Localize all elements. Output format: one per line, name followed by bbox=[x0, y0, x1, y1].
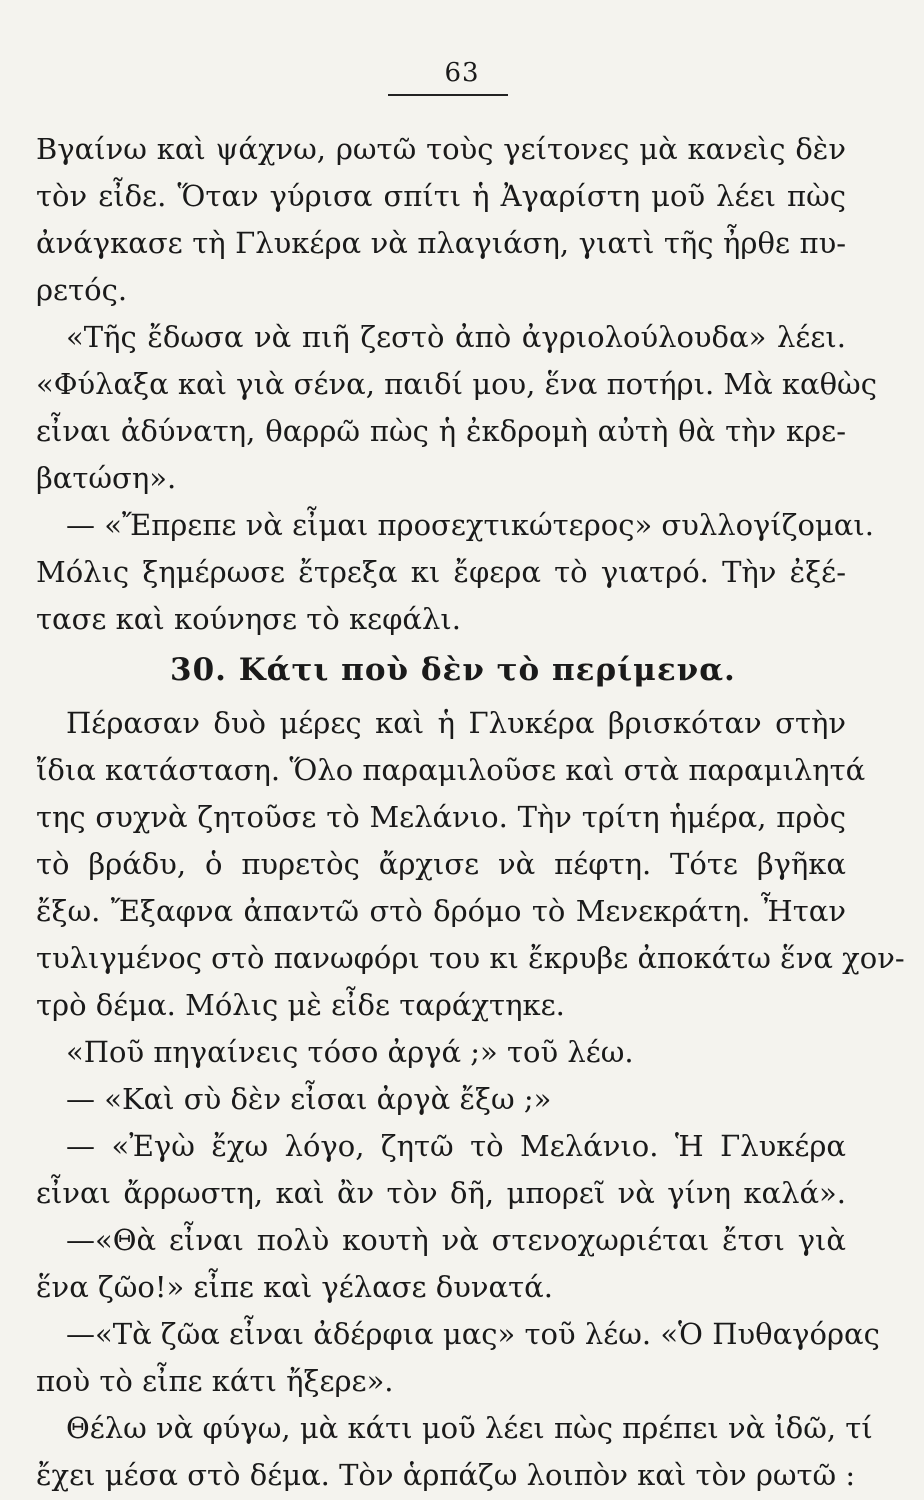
text-line: — «Καὶ σὺ δὲν εἶσαι ἀργὰ ἔξω ;» bbox=[66, 1082, 552, 1116]
text-line: τὸ βράδυ, ὁ πυρετὸς ἄρχισε νὰ πέφτη. Τότε βγῆκα bbox=[36, 847, 846, 881]
text-line: τὸν εἶδε. Ὅταν γύρισα σπίτι ἡ Ἀγαρίστη μοῦ λέει πὼς bbox=[36, 179, 846, 213]
text-line: ἔξω. Ἔξαφνα ἀπαντῶ στὸ δρόμο τὸ Μενεκράτη. Ἦταν bbox=[36, 894, 846, 928]
text-line: εἶναι ἄρρωστη, καὶ ἂν τὸν δῆ, μπορεῖ νὰ γίνη καλά». bbox=[36, 1176, 846, 1210]
text-line: —«Θὰ εἶναι πολὺ κουτὴ νὰ στενοχωριέται ἔτσι γιὰ bbox=[66, 1223, 846, 1257]
text-line: «Φύλαξα καὶ γιὰ σένα, παιδί μου, ἕνα ποτήρι. Μὰ καθὼς bbox=[36, 367, 877, 401]
text-line: ἴδια κατάσταση. Ὅλο παραμιλοῦσε καὶ στὰ παραμιλητά bbox=[36, 753, 866, 787]
text-line: βατώση». bbox=[36, 461, 177, 495]
text-line: εἶναι ἀδύνατη, θαρρῶ πὼς ἡ ἐκδρομὴ αὐτὴ θὰ τὴν κρε- bbox=[36, 414, 846, 448]
text-line: Βγαίνω καὶ ψάχνω, ρωτῶ τοὺς γείτονες μὰ κανεὶς δὲν bbox=[36, 132, 846, 166]
text-line: «Τῆς ἔδωσα νὰ πιῆ ζεστὸ ἀπὸ ἀγριολούλουδα» λέει. bbox=[66, 320, 846, 354]
text-line: ρετός. bbox=[36, 273, 128, 307]
text-line: — «Ἔπρεπε νὰ εἶμαι προσεχτικώτερος» συλλογίζομαι. bbox=[66, 508, 874, 542]
text-line: Θέλω νὰ φύγω, μὰ κάτι μοῦ λέει πὼς πρέπει νὰ ἰδῶ, τί bbox=[66, 1411, 873, 1445]
text-line: τυλιγμένος στὸ πανωφόρι του κι ἔκρυβε ἀποκάτω ἕνα χον- bbox=[36, 941, 905, 975]
text-line: «Ποῦ πηγαίνεις τόσο ἀργά ;» τοῦ λέω. bbox=[66, 1035, 634, 1069]
chapter-heading: 30. Κάτι ποὺ δὲν τὸ περίμενα. bbox=[170, 652, 736, 688]
text-line: — «Ἐγὼ ἔχω λόγο, ζητῶ τὸ Μελάνιο. Ἡ Γλυκέρα bbox=[66, 1129, 846, 1163]
text-line: —«Τὰ ζῶα εἶναι ἀδέρφια μας» τοῦ λέω. «Ὁ Πυθαγόρας bbox=[66, 1317, 880, 1351]
text-line: ἔχει μέσα στὸ δέμα. Τὸν ἁρπάζω λοιπὸν καὶ τὸν ρωτῶ : bbox=[36, 1458, 856, 1492]
text-line: Μόλις ξημέρωσε ἔτρεξα κι ἔφερα τὸ γιατρό. Τὴν ἐξέ- bbox=[36, 555, 846, 589]
text-line: ποὺ τὸ εἶπε κάτι ἤξερε». bbox=[36, 1364, 394, 1398]
text-line: ἕνα ζῶο!» εἶπε καὶ γέλασε δυνατά. bbox=[36, 1270, 553, 1304]
text-line: τρὸ δέμα. Μόλις μὲ εἶδε ταράχτηκε. bbox=[36, 988, 565, 1022]
page-number: 63 bbox=[444, 58, 480, 88]
text-line: τασε καὶ κούνησε τὸ κεφάλι. bbox=[36, 602, 461, 636]
header-rule bbox=[388, 94, 508, 96]
text-line: ἀνάγκασε τὴ Γλυκέρα νὰ πλαγιάση, γιατὶ τῆς ἦρθε πυ- bbox=[36, 226, 846, 260]
text-line: Πέρασαν δυὸ μέρες καὶ ἡ Γλυκέρα βρισκόταν στὴν bbox=[66, 706, 846, 740]
text-line: της συχνὰ ζητοῦσε τὸ Μελάνιο. Τὴν τρίτη ἡμέρα, πρὸς bbox=[36, 800, 846, 834]
